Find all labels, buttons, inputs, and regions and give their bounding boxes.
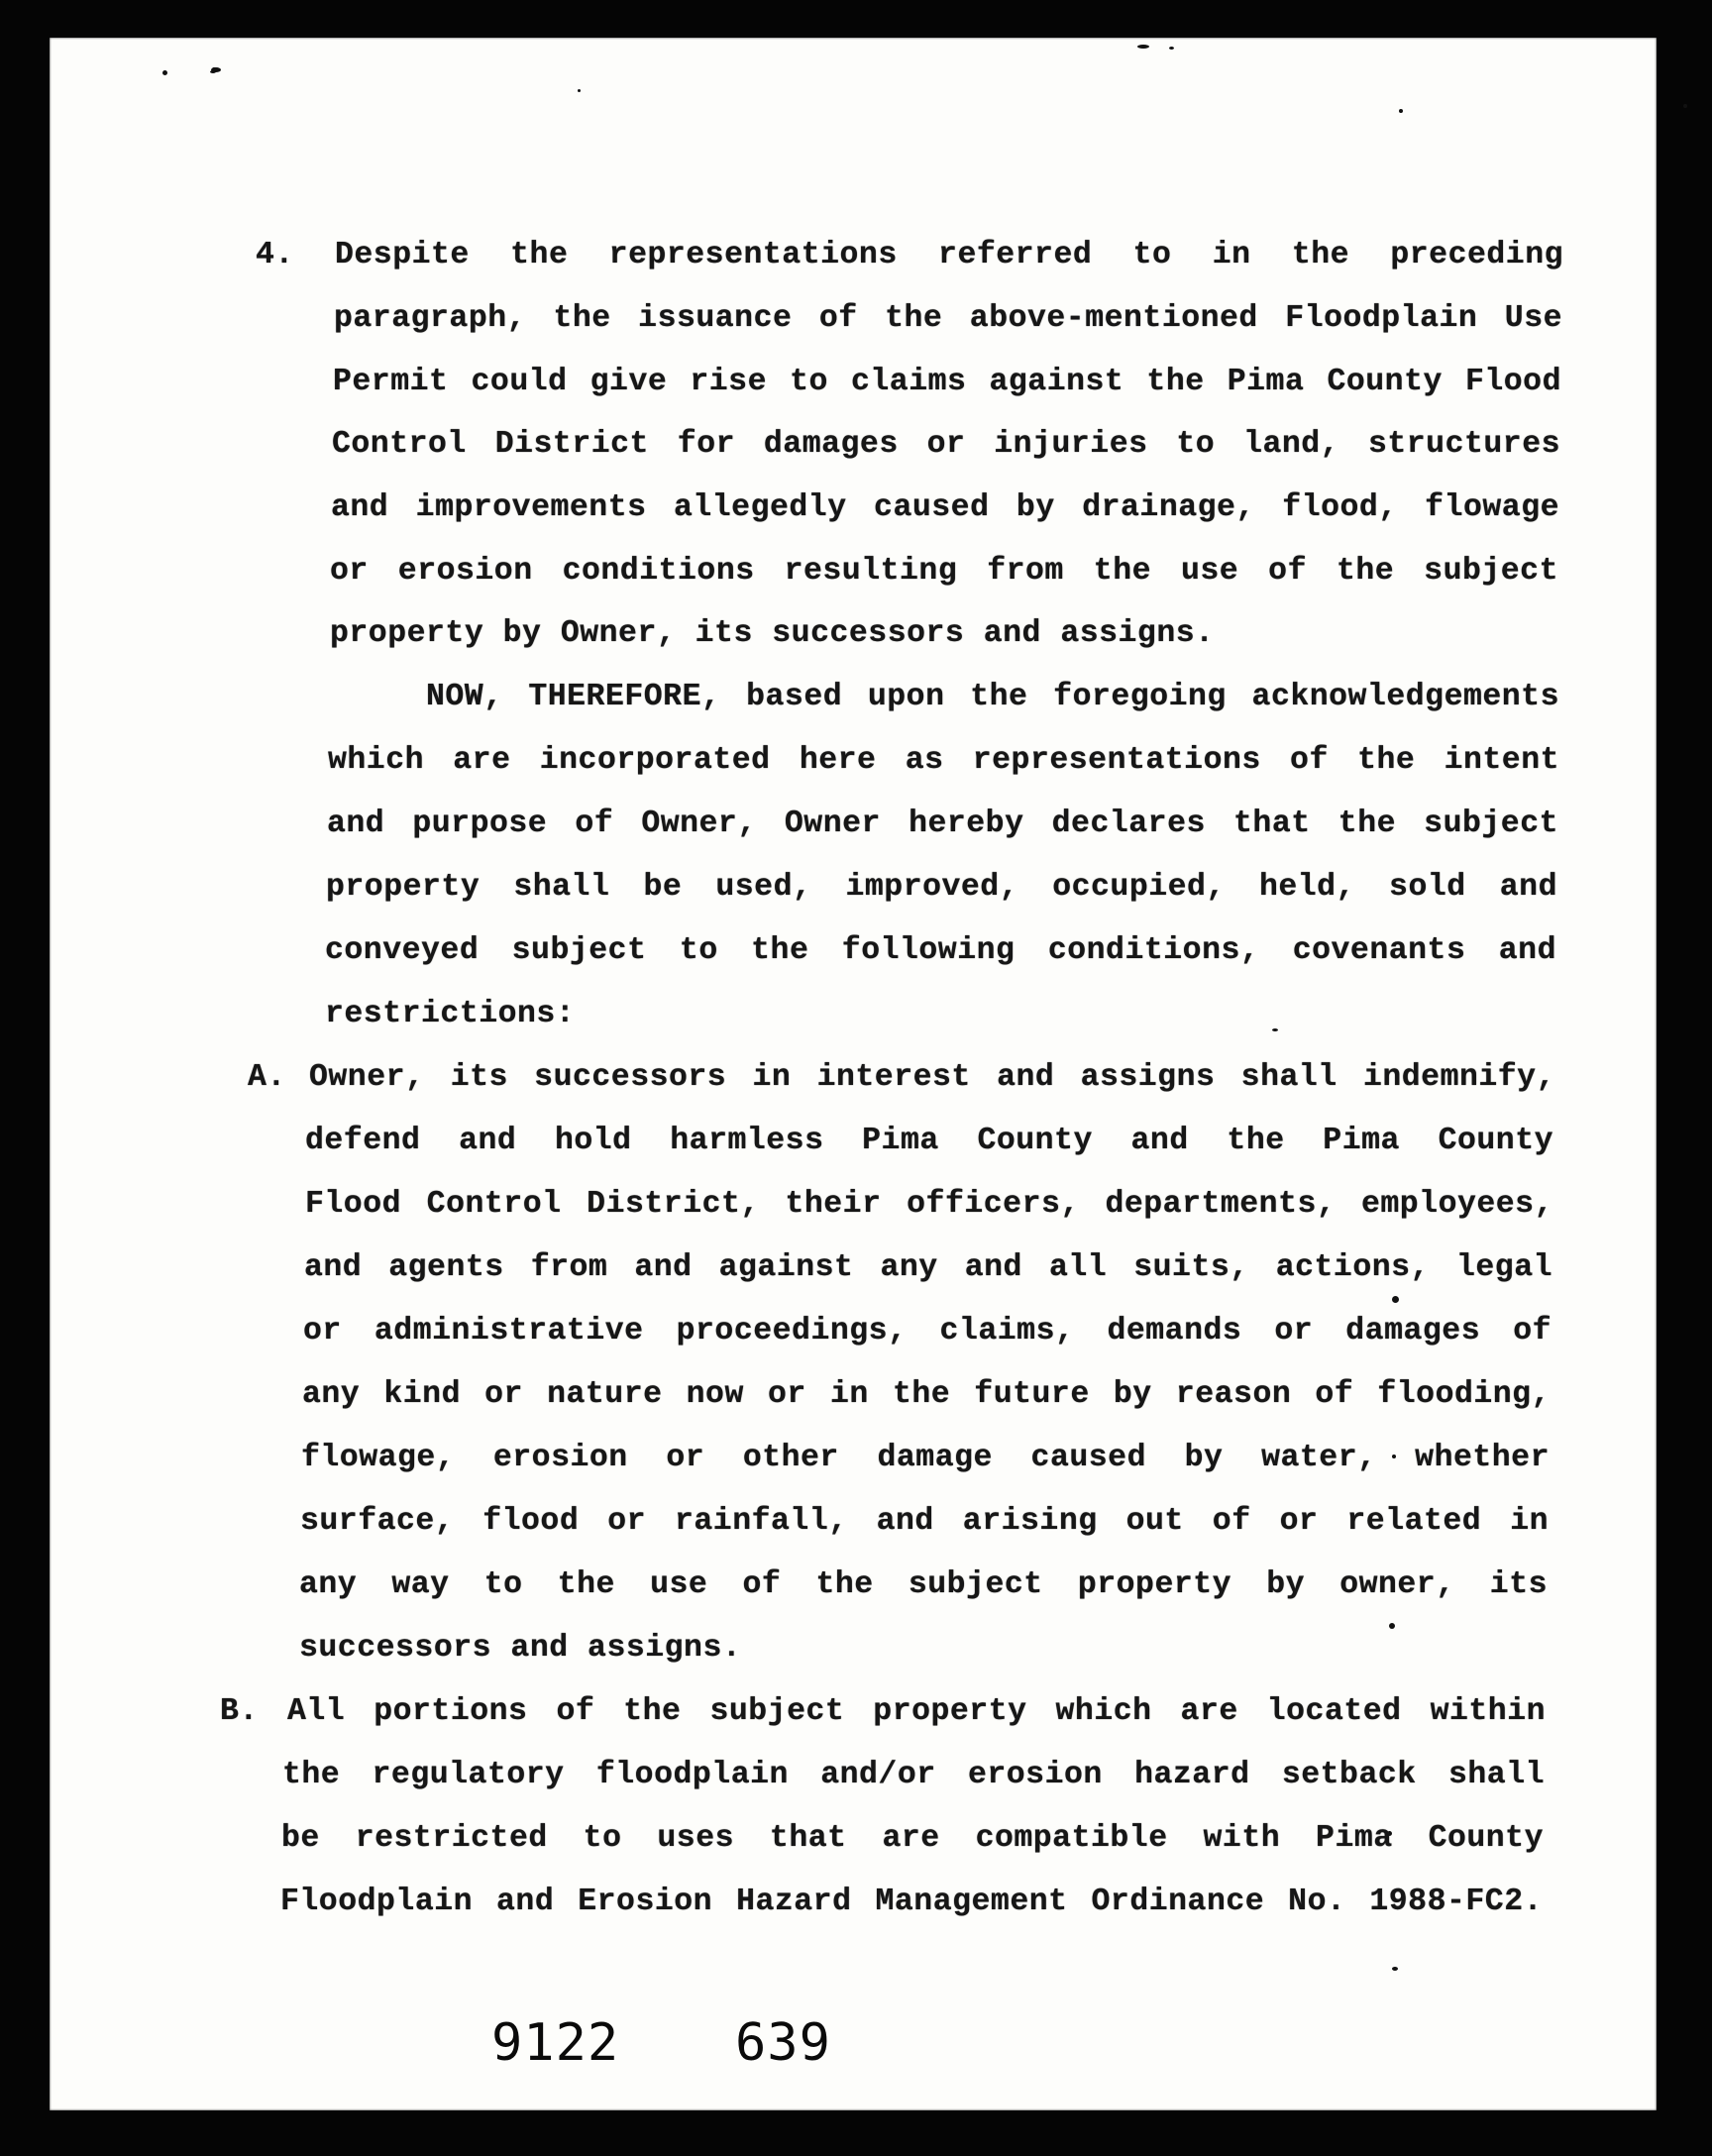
document-page <box>50 38 1657 2110</box>
paragraph-line: Despite the representations referred to in the preceding <box>335 238 1563 272</box>
dust-speck <box>1169 47 1174 50</box>
dust-speck <box>1389 1623 1395 1629</box>
page-number: 639 <box>735 2013 831 2073</box>
dust-speck <box>1392 1967 1398 1971</box>
paragraph-line: be restricted to uses that are compatible with Pima County <box>281 1821 1544 1856</box>
paragraph-line: Flood Control District, their officers, departments, employees, <box>305 1187 1553 1222</box>
docket-number: 9122 <box>491 2013 620 2073</box>
dust-speck <box>1392 1296 1399 1303</box>
paragraph-line: flowage, erosion or other damage caused by water, whether <box>301 1441 1550 1475</box>
dust-speck <box>1683 104 1687 108</box>
paragraph-line: any kind or nature now or in the future by reason of flooding, <box>302 1377 1551 1412</box>
paragraph-line: conveyed subject to the following conditions, covenants and <box>325 933 1556 968</box>
paragraph-line: NOW, THEREFORE, based upon the foregoing acknowledgements <box>426 680 1559 714</box>
paragraph-line: the regulatory floodplain and/or erosion hazard setback shall <box>282 1758 1545 1792</box>
paragraph-line: restrictions: <box>325 997 576 1031</box>
paragraph-line: which are incorporated here as representations of the intent <box>328 743 1559 778</box>
paragraph-line: Owner, its successors in interest and assigns shall indemnify, <box>309 1060 1555 1095</box>
paragraph-line: or administrative proceedings, claims, demands or damages of <box>303 1314 1552 1348</box>
paragraph-line: or erosion conditions resulting from the use of the subject <box>330 554 1558 589</box>
paragraph-line: Permit could give rise to claims against the Pima County Flood <box>333 365 1561 399</box>
paragraph-line: property by Owner, its successors and assigns. <box>330 616 1215 651</box>
paragraph-line: paragraph, the issuance of the above-mentioned Floodplain Use <box>334 301 1562 336</box>
paragraph-line: Control District for damages or injuries to land, structures <box>332 427 1560 462</box>
paragraph-line: and agents from and against any and all suits, actions, legal <box>304 1250 1552 1285</box>
paragraph-line: property shall be used, improved, occupied, held, sold and <box>326 870 1557 905</box>
paragraph-line: and improvements allegedly caused by drainage, flood, flowage <box>331 490 1559 525</box>
condition-b-letter: B. <box>220 1694 259 1729</box>
paragraph-line: All portions of the subject property which are located within <box>287 1694 1546 1729</box>
paragraph-line: surface, flood or rainfall, and arising out of or related in <box>300 1504 1549 1539</box>
paragraph-line: and purpose of Owner, Owner hereby declares that the subject <box>327 807 1558 841</box>
dust-speck <box>578 89 581 92</box>
dust-speck <box>212 67 216 71</box>
condition-a-letter: A. <box>248 1060 286 1095</box>
dust-speck <box>1399 109 1403 113</box>
paragraph-line: successors and assigns. <box>299 1631 742 1666</box>
dust-speck <box>162 70 167 75</box>
paragraph-line: any way to the use of the subject property by owner, its <box>299 1567 1548 1602</box>
paragraph-line: defend and hold harmless Pima County and the Pima County <box>305 1124 1553 1158</box>
paragraph-4-number: 4. <box>256 238 294 272</box>
paragraph-line: Floodplain and Erosion Hazard Management Ordinance No. 1988-FC2. <box>280 1885 1543 1919</box>
dust-speck <box>1137 45 1149 49</box>
